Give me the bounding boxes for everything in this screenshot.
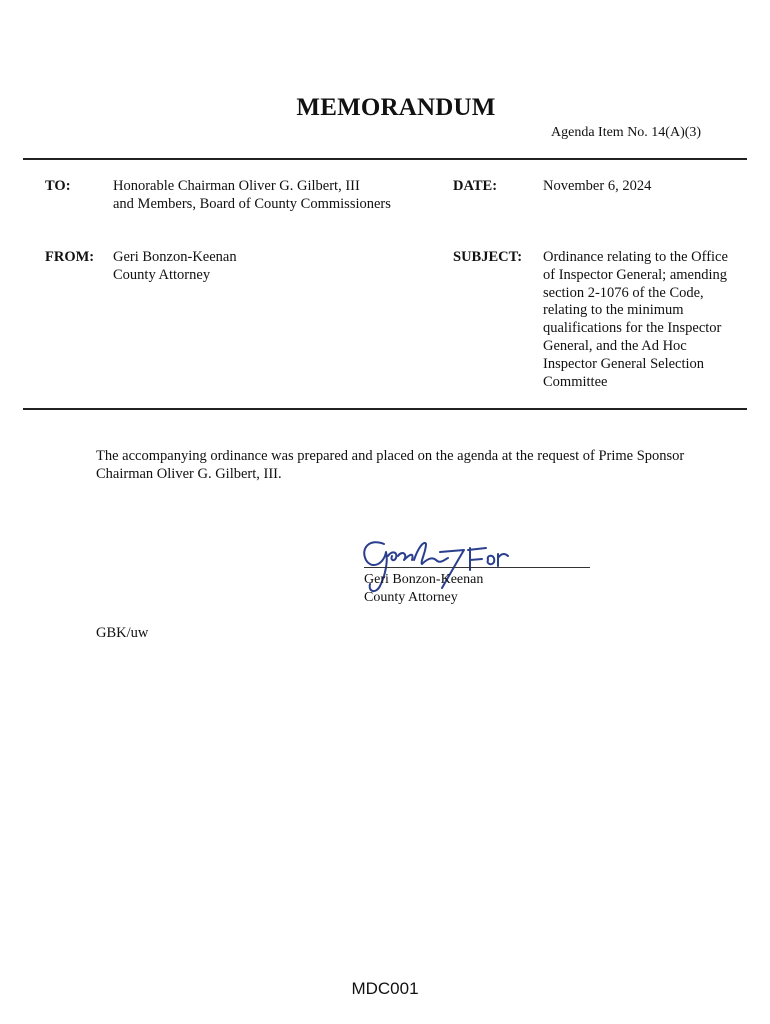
- subject-line: qualifications for the Inspector: [543, 320, 722, 337]
- subject-line: relating to the minimum: [543, 302, 684, 319]
- subject-label: SUBJECT:: [453, 249, 523, 265]
- signature-line: [364, 567, 590, 568]
- from-line: Geri Bonzon-Keenan: [113, 249, 237, 265]
- subject-line: of Inspector General; amending: [543, 266, 727, 283]
- document-code: MDC001: [351, 979, 419, 998]
- agenda-item-number: Agenda Item No. 14(A)(3): [551, 125, 702, 140]
- subject-line: Committee: [543, 373, 608, 390]
- date-value: November 6, 2024: [543, 178, 652, 194]
- subject-line: General, and the Ad Hoc: [543, 337, 687, 354]
- body-paragraph: The accompanying ordinance was prepared and placed on the agenda at the request of Prime Sponsor Chairman Oliver G. Gilbert, III.: [96, 448, 685, 482]
- header-divider-top: [23, 158, 747, 160]
- from-line: County Attorney: [113, 266, 211, 283]
- subject-line: Ordinance relating to the Office: [543, 249, 728, 265]
- to-line: Honorable Chairman Oliver G. Gilbert, III: [113, 178, 360, 194]
- typist-initials: GBK/uw: [96, 625, 149, 641]
- subject-line: Inspector General Selection: [543, 355, 705, 372]
- date-label: DATE:: [453, 178, 498, 194]
- to-line: and Members, Board of County Commissioners: [113, 195, 391, 212]
- from-value: [113, 249, 237, 285]
- from-label: FROM:: [45, 249, 95, 265]
- header-divider-bottom: [23, 408, 747, 410]
- signatory-block: [364, 571, 483, 607]
- memorandum-title: MEMORANDUM: [296, 94, 496, 121]
- subject-value: [543, 249, 728, 391]
- to-label: TO:: [45, 178, 71, 194]
- subject-line: section 2-1076 of the Code,: [543, 284, 704, 301]
- signatory-name: Geri Bonzon-Keenan: [364, 572, 484, 587]
- to-value: [113, 178, 391, 214]
- signatory-title: County Attorney: [364, 590, 458, 605]
